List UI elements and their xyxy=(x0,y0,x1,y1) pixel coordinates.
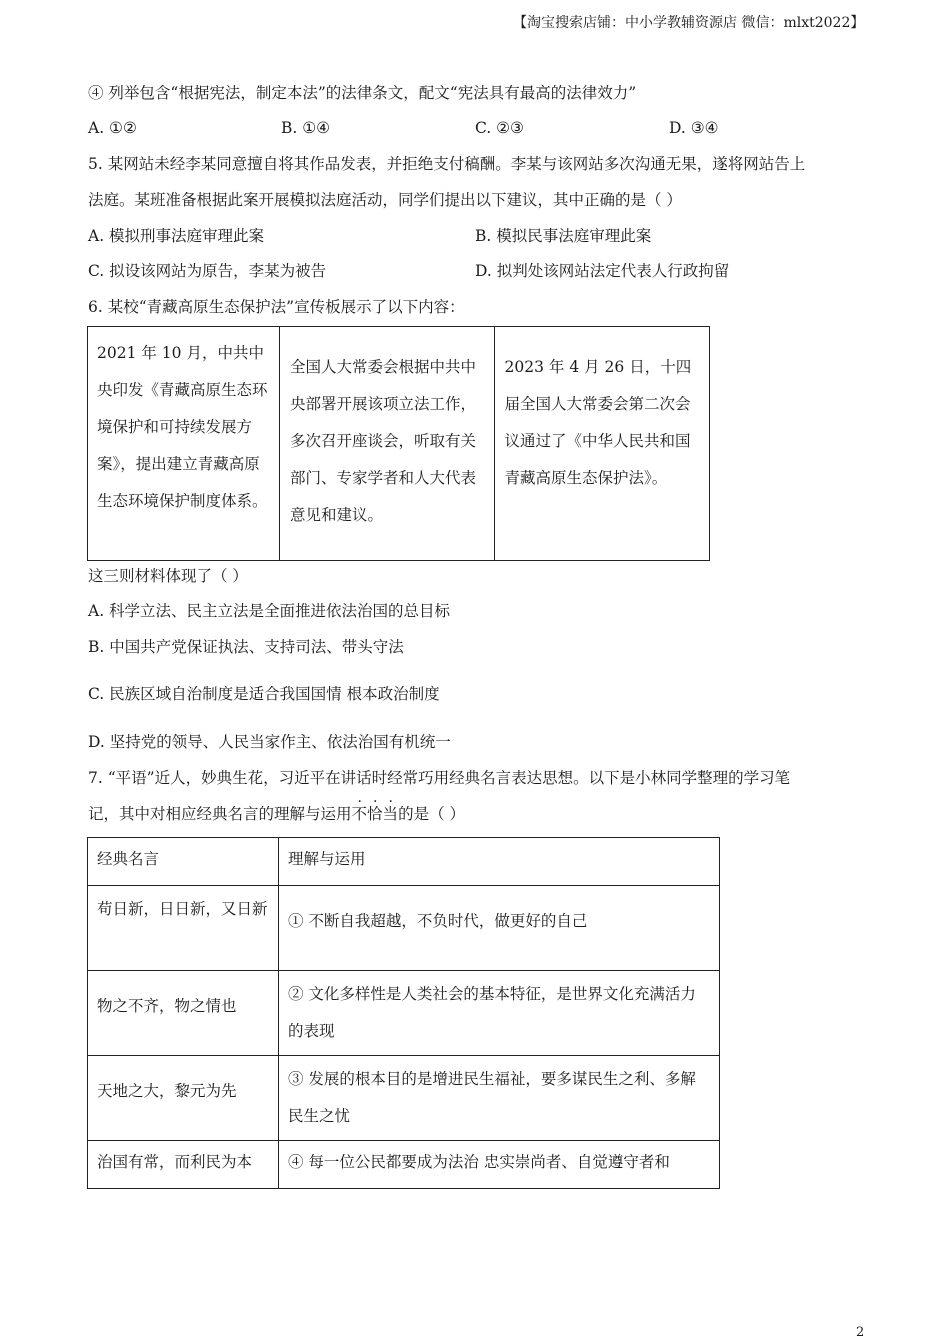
quote-text: 物之不齐，物之情也 xyxy=(97,997,237,1015)
q5-option-d: D. 拟判处该网站法定代表人行政拘留 xyxy=(475,262,730,280)
emphasis-char-1: 不 xyxy=(351,805,368,823)
q4-option-b: B. ①④ xyxy=(281,119,331,137)
quote-cell xyxy=(88,1141,279,1189)
q7-quote-table xyxy=(87,837,720,1189)
q4-option-d: D. ③④ xyxy=(669,119,719,137)
q4-option-c: C. ②③ xyxy=(475,119,524,137)
q5-option-a: A. 模拟刑事法庭审理此案 xyxy=(88,227,265,245)
quote-cell xyxy=(88,886,279,971)
q6-box-3-text: 2023 年 4 月 26 日，十四届全国人大常委会第二次会议通过了《中华人民共和国青藏高原生态保护法》。 xyxy=(504,358,692,487)
quote-text: 苟日新，日日新，又日新 xyxy=(97,900,268,918)
q7-stem-line2 xyxy=(88,803,465,825)
q6-question: 这三则材料体现了（ ） xyxy=(88,567,248,585)
understanding-cell xyxy=(279,1141,720,1189)
understanding-cell xyxy=(279,1056,720,1141)
q7-stem-line1: 7. “平语”近人，妙典生花，习近平在讲话时经常巧用经典名言表达思想。以下是小林同学整理的学习笔 xyxy=(88,769,791,787)
q4-item-4: ④ 列举包含“根据宪法，制定本法”的法律条文，配文“宪法具有最高的法律效力” xyxy=(88,84,637,102)
table-row xyxy=(88,1056,720,1141)
understanding-text: ① 不断自我超越，不负时代，做更好的自己 xyxy=(288,912,588,930)
header-understanding xyxy=(279,838,720,886)
q6-box-1-text: 2021 年 10 月，中共中央印发《青藏高原生态环境保护和可持续发展方案》，提出建立青藏高原生态环境保护制度体系。 xyxy=(97,344,268,510)
understanding-text: ④ 每一位公民都要成为法治 忠实崇尚者、自觉遵守者和 xyxy=(288,1153,670,1171)
header-understanding-text: 理解与运用 xyxy=(288,850,366,868)
q6-option-d: D. 坚持党的领导、人民当家作主、依法治国有机统一 xyxy=(88,733,451,751)
quote-text: 治国有常，而利民为本 xyxy=(97,1153,253,1171)
emphasis-char-3: 当 xyxy=(382,805,399,823)
q5-stem-line2: 法庭。某班准备根据此案开展模拟法庭活动，同学们提出以下建议，其中正确的是（ ） xyxy=(88,191,682,209)
q6-option-c: C. 民族区域自治制度是适合我国国情 根本政治制度 xyxy=(88,685,440,703)
q6-box-2 xyxy=(280,327,495,561)
table-row xyxy=(88,971,720,1056)
table-header-row xyxy=(88,838,720,886)
q6-stem: 6. 某校“青藏高原生态保护法”宣传板展示了以下内容： xyxy=(88,298,465,316)
quote-cell xyxy=(88,971,279,1056)
header-quote-text: 经典名言 xyxy=(97,850,160,868)
q6-option-b: B. 中国共产党保证执法、支持司法、带头守法 xyxy=(88,638,404,656)
table-row xyxy=(88,886,720,971)
quote-cell xyxy=(88,1056,279,1141)
understanding-text: ③ 发展的根本目的是增进民生福祉，要多谋民生之利、多解民生之忧 xyxy=(288,1070,696,1125)
understanding-text: ② 文化多样性是人类社会的基本特征，是世界文化充满活力的表现 xyxy=(288,985,696,1040)
q4-option-a: A. ①② xyxy=(88,119,137,137)
emphasis-char-2: 恰 xyxy=(367,805,383,823)
understanding-cell xyxy=(279,886,720,971)
q5-option-b: B. 模拟民事法庭审理此案 xyxy=(475,227,652,245)
page-header: 【淘宝搜索店铺：中小学教辅资源店 微信：mlxt2022】 xyxy=(513,15,865,31)
q6-box-1 xyxy=(88,327,280,561)
table-row xyxy=(88,1141,720,1189)
quote-text: 天地之大，黎元为先 xyxy=(97,1082,237,1100)
understanding-cell xyxy=(279,971,720,1056)
q6-option-a: A. 科学立法、民主立法是全面推进依法治国的总目标 xyxy=(88,602,451,620)
q5-option-c: C. 拟设该网站为原告，李某为被告 xyxy=(88,262,327,280)
page-number: 2 xyxy=(856,1325,865,1340)
q6-box-2-text: 全国人大常委会根据中共中央部署开展该项立法工作，多次召开座谈会，听取有关部门、专家学者和人大代表 意见和建议。 xyxy=(290,358,477,524)
q5-stem-line1: 5. 某网站未经李某同意擅自将其作品发表，并拒绝支付稿酬。李某与该网站多次沟通无果，遂将网站告上 xyxy=(88,155,806,173)
q6-material-table xyxy=(87,326,710,561)
q7-stem-line2-post: 的是（ ） xyxy=(398,805,465,823)
header-quote xyxy=(88,838,279,886)
q6-box-3 xyxy=(494,327,709,561)
q7-stem-line2-pre: 记，其中对相应经典名言的理解与运用 xyxy=(88,805,352,823)
